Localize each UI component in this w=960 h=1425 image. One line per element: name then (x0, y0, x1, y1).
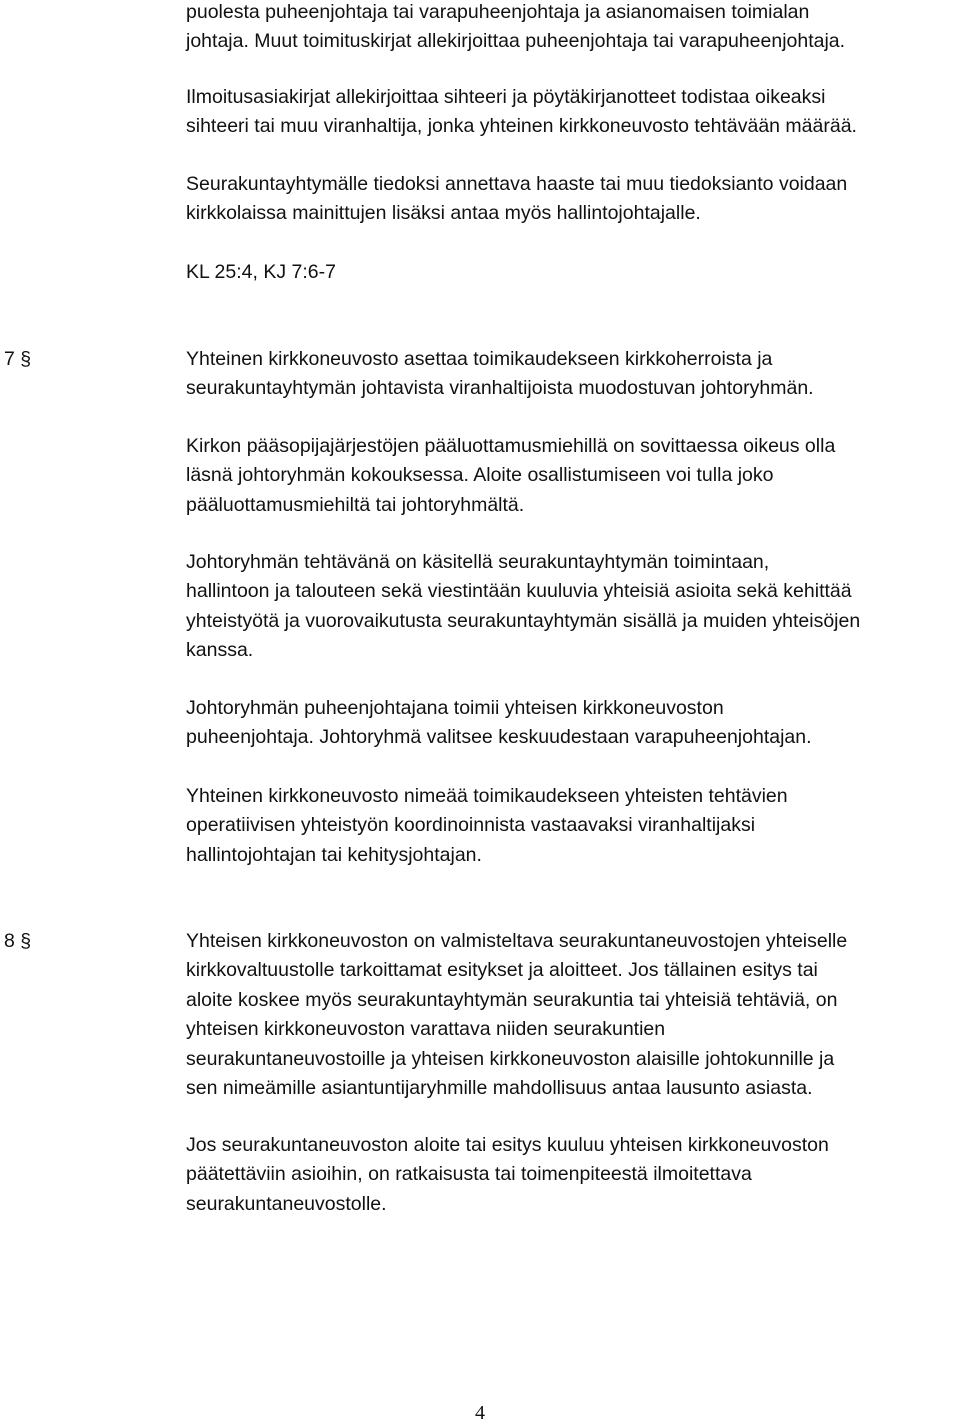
text-line: Kirkon pääsopijajärjestöjen pääluottamusmiehillä on sovittaessa oikeus olla (186, 435, 836, 457)
text-line: hallintoon ja talouteen sekä viestintään kuuluvia yhteisiä asioita sekä kehittää (186, 580, 852, 603)
paragraph (186, 345, 956, 404)
text-line: kirkkovaltuustolle tarkoittamat esitykset ja aloitteet. Jos tällainen esitys tai (186, 959, 818, 982)
text-line: yhteistyötä ja vuorovaikutusta seurakuntayhtymän sisällä ja muiden yhteisöjen (186, 609, 861, 632)
text-line: kanssa. (186, 639, 254, 662)
text-line: Jos seurakuntaneuvoston aloite tai esitys kuuluu yhteisen kirkkoneuvoston (186, 1134, 829, 1156)
text-line: Seurakuntayhtymälle tiedoksi annettava haaste tai muu tiedoksianto voidaan (186, 173, 848, 195)
text-line: KL 25:4, KJ 7:6-7 (186, 261, 336, 283)
text-line: sihteeri tai muu viranhaltija, jonka yhteinen kirkkoneuvosto tehtävään määrää. (186, 115, 857, 138)
text-line: päätettäviin asioihin, on ratkaisusta tai toimenpiteestä ilmoitettava (186, 1163, 752, 1186)
text-line: johtaja. Muut toimituskirjat allekirjoittaa puheenjohtaja tai varapuheenjohtaja. (186, 30, 846, 53)
paragraph (186, 694, 956, 753)
text-line: Yhteinen kirkkoneuvosto asettaa toimikaudekseen kirkkoherroista ja (186, 348, 773, 370)
text-line: Yhteisen kirkkoneuvoston on valmisteltava seurakuntaneuvostojen yhteiselle (186, 930, 848, 952)
text-line: Johtoryhmän tehtävänä on käsitellä seurakuntayhtymän toimintaan, (186, 551, 770, 573)
paragraph (186, 782, 956, 870)
text-line: seurakuntaneuvostoille ja yhteisen kirkkoneuvoston alaisille johtokunnille ja (186, 1047, 835, 1070)
text-line: kirkkolaissa mainittujen lisäksi antaa myös hallintojohtajalle. (186, 202, 701, 225)
paragraph (186, 170, 956, 229)
text-line: hallintojohtajan tai kehitysjohtajan. (186, 843, 482, 866)
legal-reference (186, 258, 956, 287)
paragraph (186, 83, 956, 142)
text-line: läsnä johtoryhmän kokouksessa. Aloite osallistumiseen voi tulla joko (186, 464, 774, 487)
text-line: Yhteinen kirkkoneuvosto nimeää toimikaudekseen yhteisten tehtävien (186, 785, 788, 807)
text-line: aloite koskee myös seurakuntayhtymän seurakuntia tai yhteisiä tehtäviä, on (186, 988, 838, 1011)
text-line: operatiivisen yhteistyön koordinoinnista vastaavaksi viranhaltijaksi (186, 814, 756, 837)
paragraph (186, 432, 956, 520)
text-line: seurakuntaneuvostolle. (186, 1192, 387, 1215)
text-line: seurakuntayhtymän johtavista viranhaltijoista muodostuvan johtoryhmän. (186, 377, 814, 400)
paragraph (186, 0, 956, 57)
text-line: Ilmoitusasiakirjat allekirjoittaa sihteeri ja pöytäkirjanotteet todistaa oikeaksi (186, 86, 826, 108)
text-line: puheenjohtaja. Johtoryhmä valitsee keskuudestaan varapuheenjohtajan. (186, 726, 812, 749)
paragraph (186, 927, 956, 1103)
text-line: sen nimeämille asiantuntijaryhmille mahdollisuus antaa lausunto asiasta. (186, 1077, 813, 1100)
text-line: pääluottamusmiehiltä tai johtoryhmältä. (186, 493, 525, 516)
paragraph (186, 548, 956, 666)
section-number-8: 8 § (4, 930, 32, 952)
text-line: Johtoryhmän puheenjohtajana toimii yhteisen kirkkoneuvoston (186, 697, 724, 719)
page-number: 4 (475, 1402, 485, 1424)
section-number-7: 7 § (4, 348, 32, 370)
text-line: yhteisen kirkkoneuvoston varattava niiden seurakuntien (186, 1018, 666, 1041)
paragraph (186, 1131, 956, 1219)
text-line: puolesta puheenjohtaja tai varapuheenjohtaja ja asianomaisen toimialan (186, 1, 810, 23)
